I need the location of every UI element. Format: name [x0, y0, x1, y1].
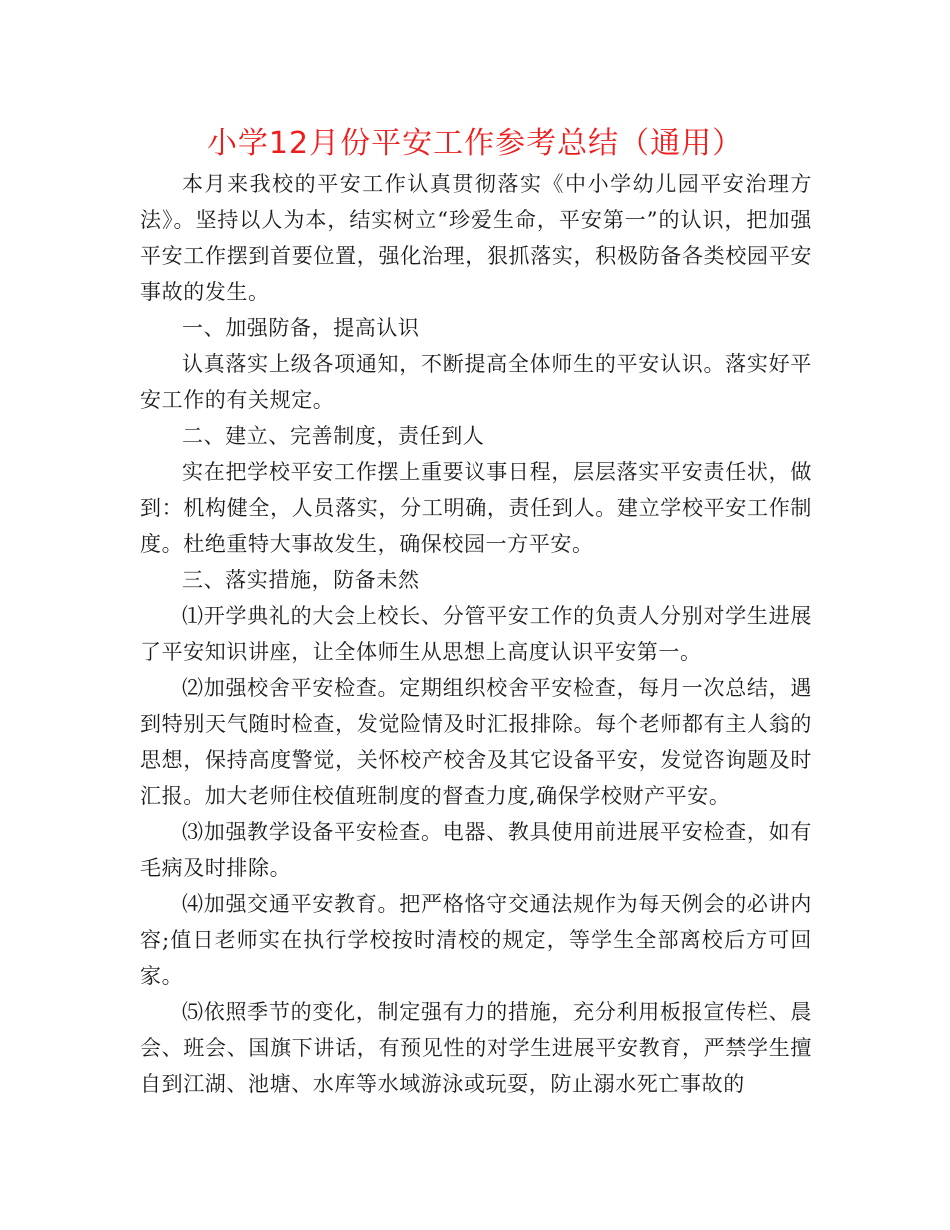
section-heading-2: 二、建立、完善制度，责任到人 — [182, 424, 485, 448]
section-heading-3: 三、落实措施，防备未然 — [182, 568, 420, 592]
list-item-3: ⑶加强教学设备平安检查。电器、教具使用前进展平安检查，如有毛病及时排除。 — [140, 820, 812, 880]
paragraph-intro: 本月来我校的平安工作认真贯彻落实《中小学幼儿园平安治理方法》。坚持以人为本，结实树立“珍爱生命，平安第一”的认识，把加强平安工作摆到首要位置，强化治理，狠抓落实，积极防备各类校园平安事故的发生。 — [140, 172, 812, 304]
document-body — [140, 166, 812, 1102]
list-item-4: ⑷加强交通平安教育。把严格恪守交通法规作为每天例会的必讲内容;值日老师实在执行学校按时清校的规定，等学生全部离校后方可回家。 — [140, 892, 812, 988]
section-heading-1: 一、加强防备，提高认识 — [182, 316, 420, 340]
paragraph: 实在把学校平安工作摆上重要议事日程，层层落实平安责任状，做到：机构健全，人员落实，分工明确，责任到人。建立学校平安工作制度。杜绝重特大事故发生，确保校园一方平安。 — [140, 460, 812, 556]
list-item-5: ⑸依照季节的变化，制定强有力的措施，充分利用板报宣传栏、晨会、班会、国旗下讲话，有预见性的对学生进展平安教育，严禁学生擅自到江湖、池塘、水库等水域游泳或玩耍，防止溺水死亡事故的 — [140, 1000, 812, 1096]
list-item-2: ⑵加强校舍平安检查。定期组织校舍平安检查，每月一次总结，遇到特别天气随时检查，发觉险情及时汇报排除。每个老师都有主人翁的思想，保持高度警觉，关怀校产校舍及其它设备平安，发觉咨询题及时汇报。加大老师住校值班制度的督查力度,确保学校财产平安。 — [140, 676, 812, 808]
paragraph: 认真落实上级各项通知，不断提高全体师生的平安认识。落实好平安工作的有关规定。 — [140, 352, 812, 412]
list-item-1: ⑴开学典礼的大会上校长、分管平安工作的负责人分别对学生进展了平安知识讲座，让全体师生从思想上高度认识平安第一。 — [140, 604, 812, 664]
document-title: 小学12月份平安工作参考总结（通用） — [206, 126, 744, 161]
